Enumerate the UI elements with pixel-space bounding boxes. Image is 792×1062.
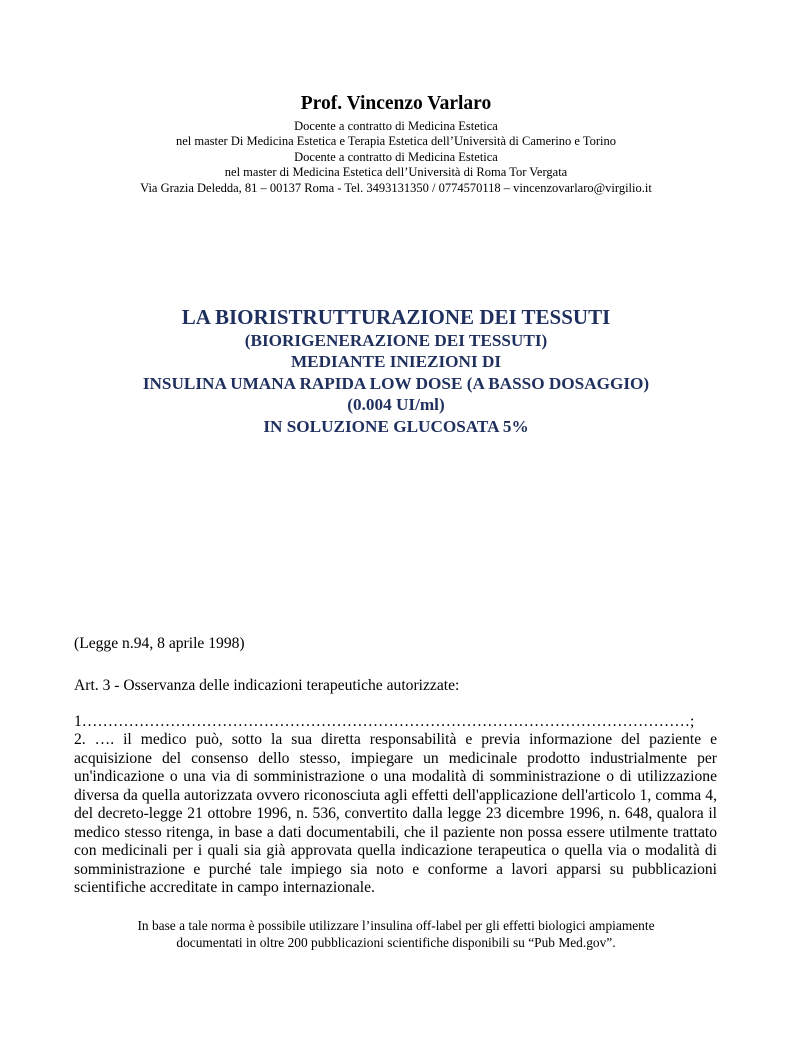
title-line-4: (0.004 UI/ml) [347, 395, 445, 415]
document-title [0, 304, 792, 437]
affiliation-line-3: Docente a contratto di Medicina Estetica [294, 149, 498, 164]
affiliation-line-4: nel master di Medicina Estetica dell’Università di Roma Tor Vergata [224, 165, 568, 180]
closing-note [0, 917, 792, 952]
author-name: Prof. Vincenzo Varlaro [300, 93, 492, 114]
closing-note-line-2: documentati in oltre 200 pubblicazioni scientifiche disponibili su “Pub Med.gov”. [176, 935, 616, 951]
closing-note-line-1: In base a tale norma è possibile utilizzare l’insulina off-label per gli effetti biologici ampiamente [137, 918, 655, 933]
article-heading: Art. 3 - Osservanza delle indicazioni terapeutiche autorizzate: [74, 677, 460, 694]
item-2-paragraph: 2. …. il medico può, sotto la sua diretta responsabilità e previa informazione del paziente e acquisizione del consenso dello stesso, impiegare un medicinale prodotto industrialmente per un'indicazione o una via di somministrazione o una modalità di somministrazione o di utilizzazione diversa da quella autorizzata ovvero riconosciuta agli effetti dell'applicazione dell'articolo 1, comma 4, del decreto-legge 21 ottobre 1996, n. 536, convertito dalla legge 23 dicembre 1996, n. 648, qualora il medico stesso ritenga, in base a dati documentabili, che il paziente non possa essere utilmente trattato con medicinali per i quali sia già approvata quella indicazione terapeutica o quella via o modalità di somministrazione e purché tale impiego sia noto e conforme a lavori apparsi su pubblicazioni scientifiche accreditate in campo internazionale. [74, 731, 717, 896]
contact-line: Via Grazia Deledda, 81 – 00137 Roma - Tel. 3493131350 / 0774570118 – vincenzovarlaro@virgilio.it [140, 180, 652, 195]
letterhead [0, 92, 792, 196]
affiliation-line-1: Docente a contratto di Medicina Estetica [294, 119, 498, 133]
title-main: LA BIORISTRUTTURAZIONE DEI TESSUTI [181, 305, 611, 329]
law-reference: (Legge n.94, 8 aprile 1998) [74, 635, 245, 652]
title-line-1: (BIORIGENERAZIONE DEI TESSUTI) [244, 331, 548, 350]
affiliation-line-2: nel master Di Medicina Estetica e Terapia Estetica dell’Università di Camerino e Torino [176, 134, 616, 149]
title-line-5: IN SOLUZIONE GLUCOSATA 5% [263, 416, 529, 436]
title-line-3: INSULINA UMANA RAPIDA LOW DOSE (A BASSO DOSAGGIO) [142, 373, 650, 393]
title-line-2: MEDIANTE INIEZIONI DI [290, 352, 502, 372]
item-1-ellipsis: 1………………………………………………………………………………………………………; [74, 713, 695, 730]
